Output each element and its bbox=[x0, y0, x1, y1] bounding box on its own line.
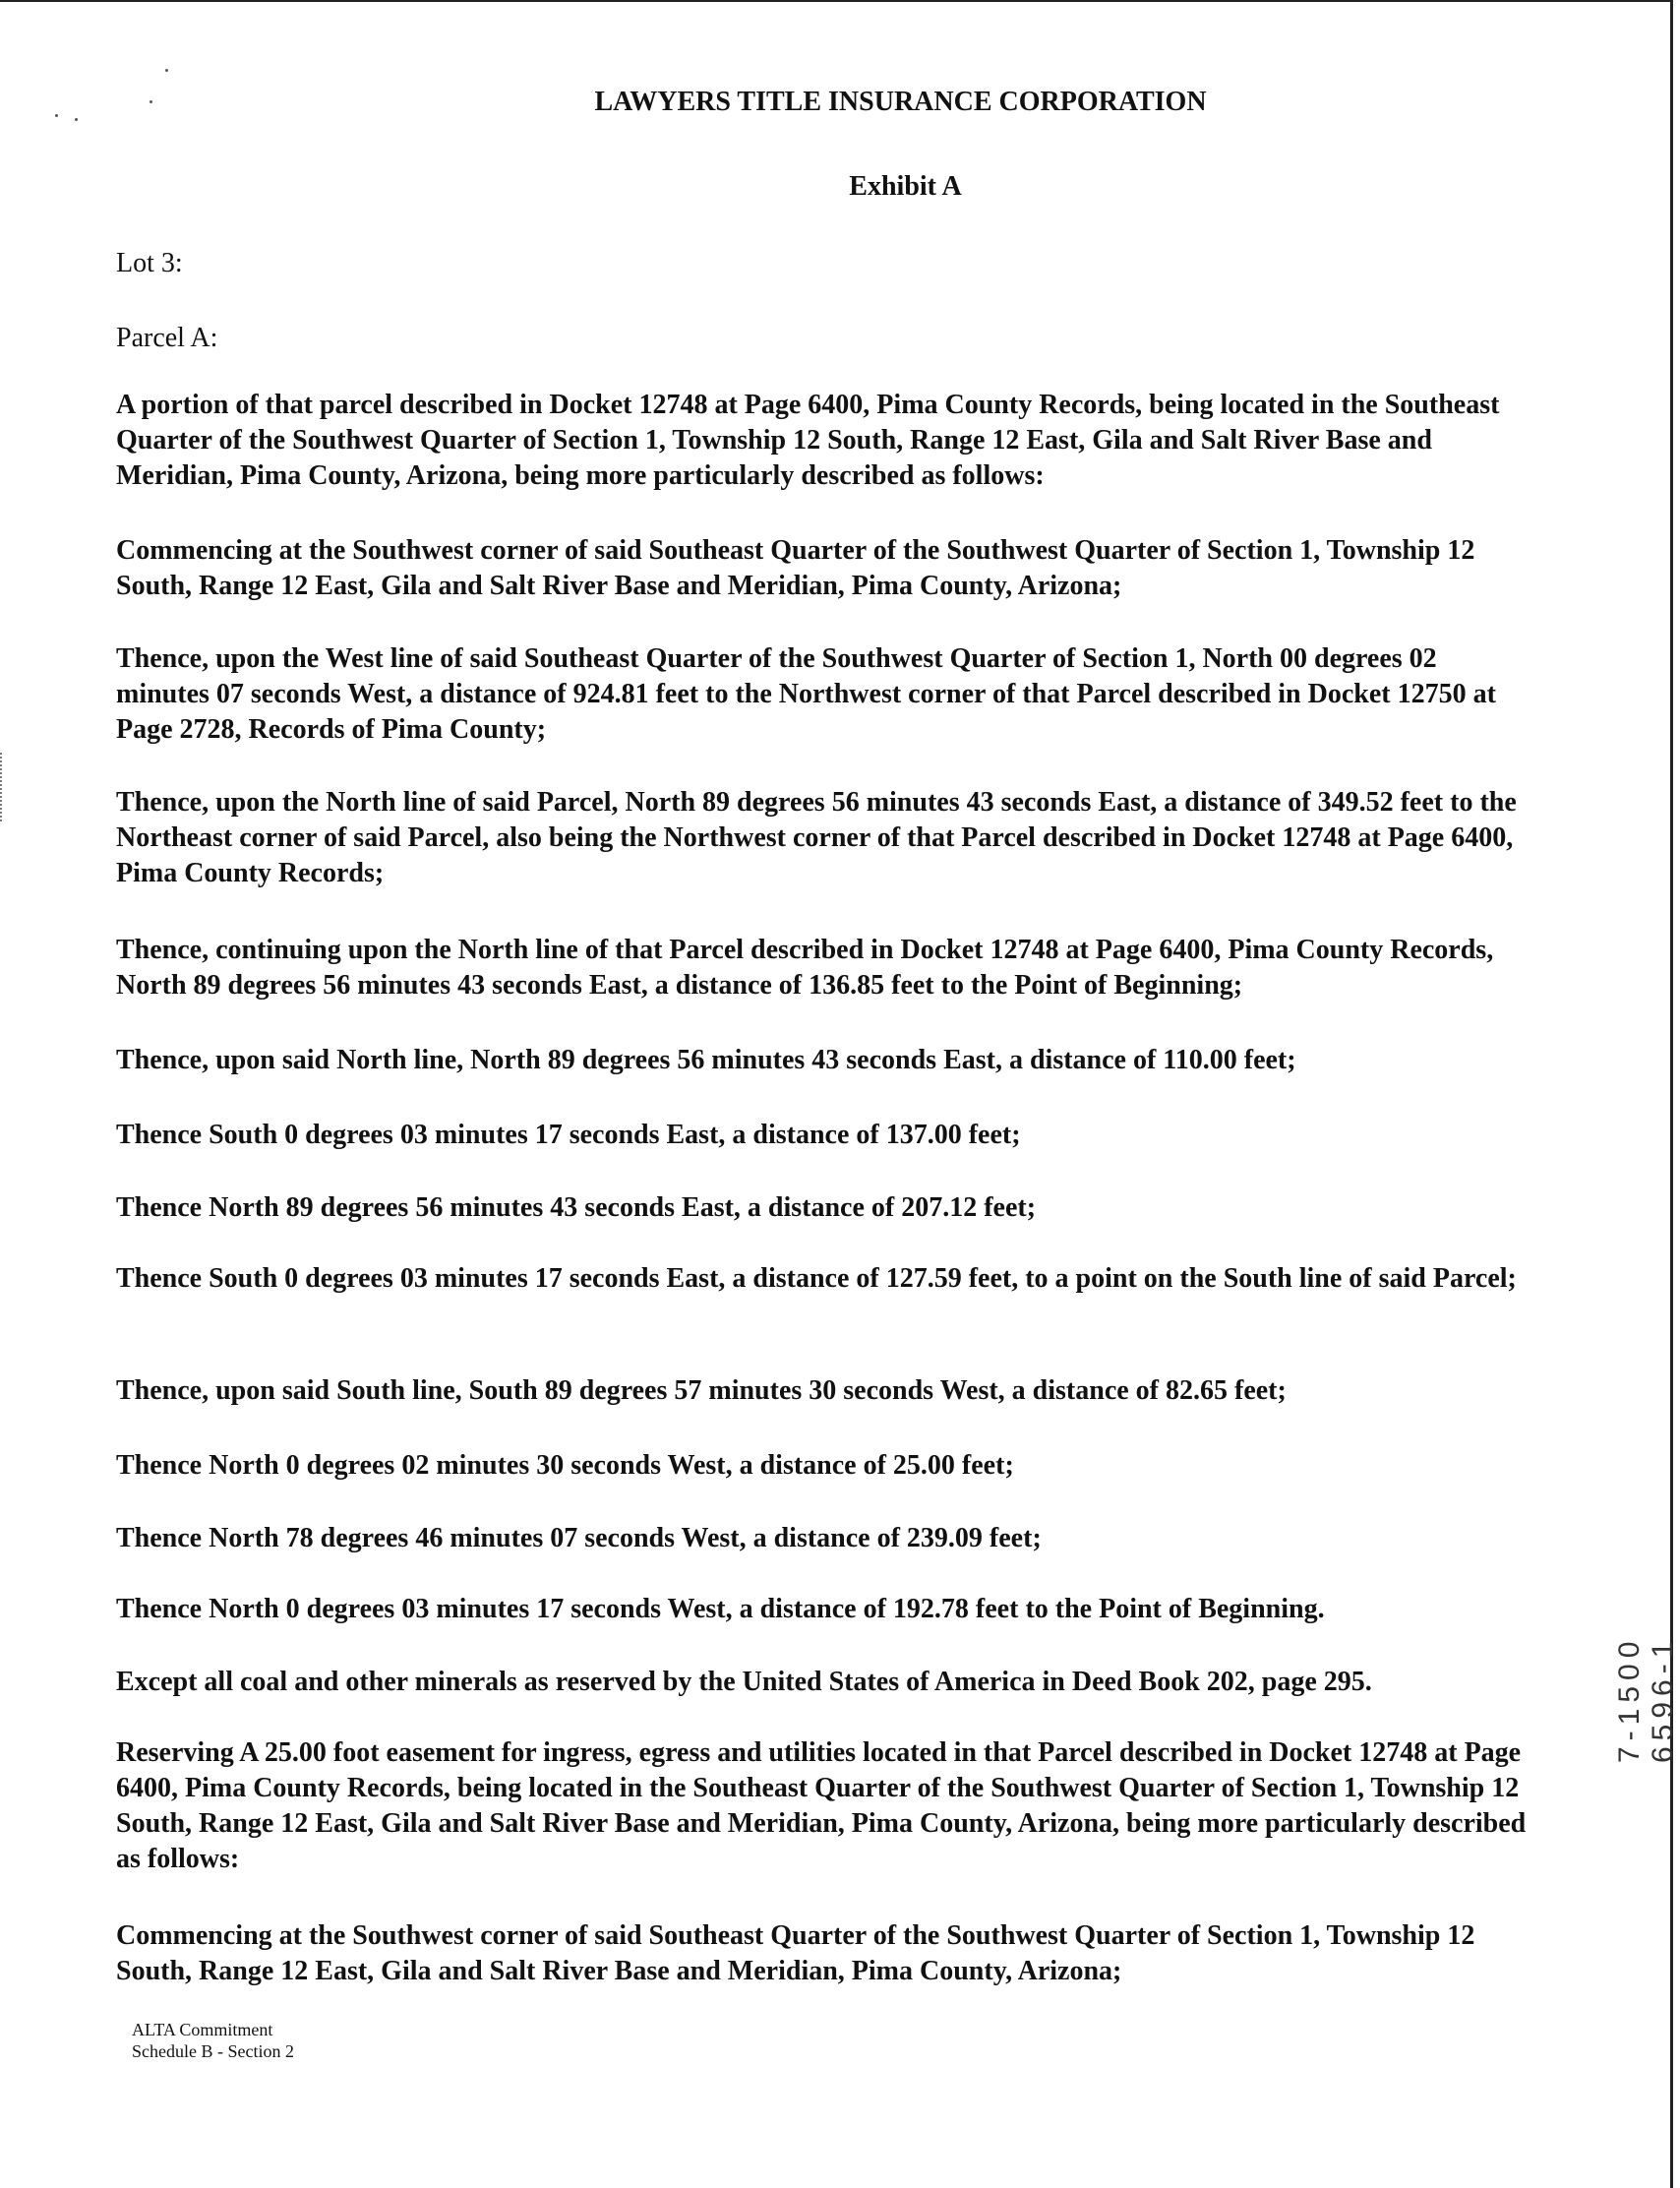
paragraph-course bbox=[116, 1261, 1532, 1297]
paragraph: Thence, continuing upon the North line of that Parcel described in Docket 12748 at Page 6400, Pima County Records, North 89 degrees 56 minutes 43 seconds East, a distance of 136.85 feet to the Point of Beginning; bbox=[116, 935, 1494, 1001]
paragraph-exception bbox=[116, 1665, 1532, 1700]
paragraph: Except all coal and other minerals as reserved by the United States of America in Deed Book 202, page 295. bbox=[116, 1667, 1372, 1697]
parcel-text: Parcel A: bbox=[116, 323, 218, 353]
scan-speck bbox=[165, 69, 168, 72]
paragraph-course bbox=[116, 1118, 1532, 1153]
paragraph: Thence, upon the North line of said Parcel, North 89 degrees 56 minutes 43 seconds East, a distance of 349.52 feet to the Northeast corner of said Parcel, also being the Northwest corner of that Parcel described in Docket 12748 at Page 6400, Pima County Records; bbox=[116, 787, 1517, 888]
document-number-stamp: 7-1500 6596-1 bbox=[1613, 1635, 1679, 1763]
paragraph: Thence North 0 degrees 03 minutes 17 seconds West, a distance of 192.78 feet to the Point of Beginning. bbox=[116, 1594, 1325, 1624]
paragraph: Thence South 0 degrees 03 minutes 17 seconds East, a distance of 137.00 feet; bbox=[116, 1120, 1021, 1150]
paragraph-course bbox=[116, 1373, 1532, 1409]
paragraph-commencing-easement bbox=[116, 1918, 1532, 1989]
paragraph-easement bbox=[116, 1735, 1532, 1877]
paragraph-north-line bbox=[116, 785, 1532, 891]
company-title: LAWYERS TITLE INSURANCE CORPORATION bbox=[594, 87, 1207, 117]
paragraph: Thence South 0 degrees 03 minutes 17 seconds East, a distance of 127.59 feet, to a point on the South line of said Parcel; bbox=[116, 1263, 1517, 1294]
paragraph: Commencing at the Southwest corner of said Southeast Quarter of the Southwest Quarter of Section 1, Township 12 South, Range 12 East, Gila and Salt River Base and Meridian, Pima County, Arizona; bbox=[116, 535, 1475, 601]
lot-label bbox=[116, 246, 1532, 281]
paragraph: Thence, upon said South line, South 89 degrees 57 minutes 30 seconds West, a distance of 82.65 feet; bbox=[116, 1375, 1287, 1406]
parcel-label bbox=[116, 321, 1532, 356]
paragraph-course bbox=[116, 1448, 1532, 1484]
paragraph-course bbox=[116, 1521, 1532, 1556]
paragraph-description bbox=[116, 388, 1532, 494]
paragraph: Thence, upon said North line, North 89 degrees 56 minutes 43 seconds East, a distance of 110.00 feet; bbox=[116, 1045, 1296, 1075]
scan-edge-marks bbox=[0, 753, 6, 821]
footer-note bbox=[132, 2019, 294, 2062]
paragraph: A portion of that parcel described in Docket 12748 at Page 6400, Pima County Records, being located in the Southeast Quarter of the Southwest Quarter of Section 1, Township 12 South, Range 12 East, Gila and Salt River Base and Meridian, Pima County, Arizona, being more particularly described as follows: bbox=[116, 390, 1500, 491]
footer-line: Schedule B - Section 2 bbox=[132, 2041, 294, 2061]
paragraph: Thence North 0 degrees 02 minutes 30 seconds West, a distance of 25.00 feet; bbox=[116, 1450, 1014, 1481]
paragraph: Thence, upon the West line of said Southeast Quarter of the Southwest Quarter of Section 1, North 00 degrees 02 minutes 07 seconds West, a distance of 924.81 feet to the Northwest corner of that Parcel described in Docket 12750 at Page 2728, Records of Pima County; bbox=[116, 643, 1496, 745]
exhibit-heading: Exhibit A bbox=[849, 171, 962, 202]
paragraph: Commencing at the Southwest corner of said Southeast Quarter of the Southwest Quarter of Section 1, Township 12 South, Range 12 East, Gila and Salt River Base and Meridian, Pima County, Arizona; bbox=[116, 1920, 1475, 1986]
page-border-top bbox=[0, 0, 1673, 2]
scan-speck bbox=[75, 118, 78, 121]
page-border-right bbox=[1670, 0, 1673, 2188]
paragraph: Reserving A 25.00 foot easement for ingress, egress and utilities located in that Parcel described in Docket 12748 at Page 6400, Pima County Records, being located in the Southeast Quarter of the Southwest Quarter of Section 1, Township 12 South, Range 12 East, Gila and Salt River Base and Meridian, Pima County, Arizona, being more particularly described as follows: bbox=[116, 1737, 1527, 1874]
footer-line: ALTA Commitment bbox=[132, 2020, 273, 2039]
paragraph-course bbox=[116, 1592, 1532, 1627]
paragraph-continuing bbox=[116, 933, 1532, 1003]
paragraph-course bbox=[116, 1190, 1532, 1226]
paragraph-commencing bbox=[116, 533, 1532, 604]
paragraph-course bbox=[116, 1043, 1532, 1078]
paragraph: Thence North 78 degrees 46 minutes 07 seconds West, a distance of 239.09 feet; bbox=[116, 1523, 1042, 1553]
paragraph-west-line bbox=[116, 641, 1532, 748]
paragraph: Thence North 89 degrees 56 minutes 43 seconds East, a distance of 207.12 feet; bbox=[116, 1192, 1037, 1223]
lot-text: Lot 3: bbox=[116, 248, 183, 278]
